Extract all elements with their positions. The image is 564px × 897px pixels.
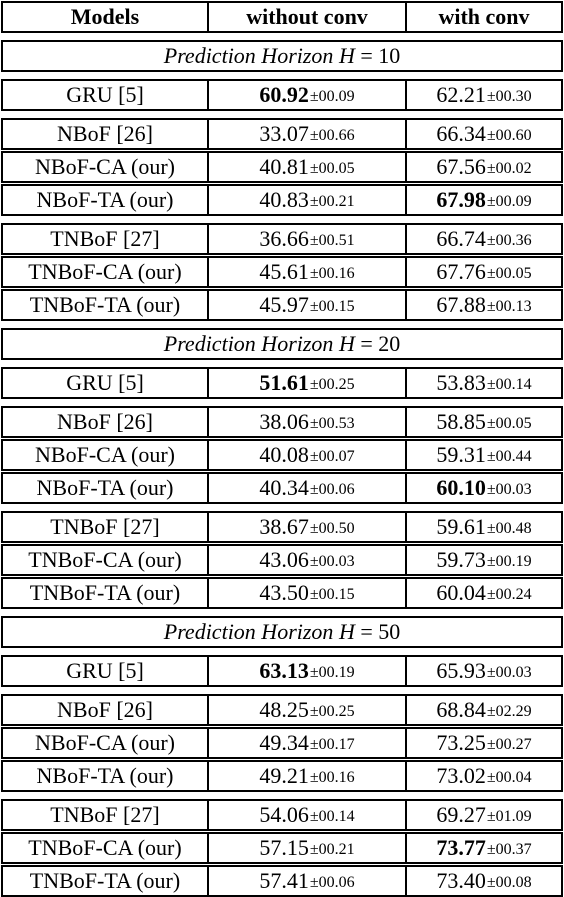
section-title-row	[1, 328, 563, 360]
table-row	[1, 694, 563, 726]
model-name: NBoF-CA (our)	[1, 439, 209, 471]
cell-with-conv	[405, 439, 563, 471]
metric-value: 54.06	[259, 802, 309, 827]
table-row	[1, 760, 563, 792]
std-dev: ±00.51	[309, 232, 355, 249]
metric-value: 57.15	[259, 835, 309, 860]
metric-value: 68.84	[436, 697, 486, 722]
cell-without-conv	[207, 223, 407, 255]
cell-without-conv	[207, 184, 407, 216]
cell-without-conv	[207, 511, 407, 543]
table-row	[1, 79, 563, 111]
cell-without-conv	[207, 655, 407, 687]
table-row	[1, 832, 563, 864]
cell-with-conv	[405, 727, 563, 759]
cell-without-conv	[207, 832, 407, 864]
cell-without-conv	[207, 472, 407, 504]
std-dev: ±00.21	[309, 193, 355, 210]
metric-value: 40.34	[259, 475, 309, 500]
cell-with-conv	[405, 367, 563, 399]
std-dev: ±00.03	[486, 481, 532, 498]
cell-with-conv	[405, 511, 563, 543]
section-title	[1, 40, 563, 72]
metric-value: 45.97	[259, 292, 309, 317]
cell-with-conv	[405, 694, 563, 726]
cell-with-conv	[405, 289, 563, 321]
horizon-variable: H	[338, 331, 355, 356]
table-row	[1, 151, 563, 183]
cell-with-conv	[405, 577, 563, 609]
metric-value: 57.41	[259, 868, 309, 893]
cell-without-conv	[207, 79, 407, 111]
metric-value: 66.74	[436, 226, 486, 251]
std-dev: ±00.27	[486, 736, 532, 753]
horizon-prefix: Prediction Horizon	[163, 331, 339, 356]
std-dev: ±00.60	[486, 127, 532, 144]
std-dev: ±00.30	[486, 88, 532, 105]
model-name: GRU [5]	[1, 367, 209, 399]
metric-value: 38.06	[259, 409, 309, 434]
metric-value: 67.88	[436, 292, 486, 317]
std-dev: ±00.02	[486, 160, 532, 177]
table-row	[1, 118, 563, 150]
std-dev: ±00.05	[309, 160, 355, 177]
model-name: NBoF [26]	[1, 694, 209, 726]
table-row	[1, 223, 563, 255]
table-row	[1, 577, 563, 609]
table-row	[1, 865, 563, 897]
cell-without-conv	[207, 439, 407, 471]
std-dev: ±00.08	[486, 874, 532, 891]
table-row	[1, 655, 563, 687]
cell-without-conv	[207, 727, 407, 759]
model-name: NBoF-CA (our)	[1, 727, 209, 759]
model-name: NBoF-TA (our)	[1, 472, 209, 504]
model-name: NBoF-CA (our)	[1, 151, 209, 183]
metric-value: 38.67	[259, 514, 309, 539]
std-dev: ±00.25	[309, 703, 355, 720]
std-dev: ±00.07	[309, 448, 355, 465]
std-dev: ±00.13	[486, 298, 532, 315]
cell-with-conv	[405, 865, 563, 897]
metric-value: 40.83	[259, 187, 309, 212]
std-dev: ±00.19	[309, 664, 355, 681]
horizon-label	[164, 43, 401, 69]
metric-value: 62.21	[436, 82, 486, 107]
std-dev: ±00.37	[486, 841, 532, 858]
std-dev: ±01.09	[486, 808, 532, 825]
cell-with-conv	[405, 79, 563, 111]
cell-without-conv	[207, 760, 407, 792]
metric-value: 40.08	[259, 442, 309, 467]
horizon-label	[164, 331, 401, 357]
table-row	[1, 472, 563, 504]
cell-without-conv	[207, 289, 407, 321]
std-dev: ±00.17	[309, 736, 355, 753]
metric-value: 59.61	[436, 514, 486, 539]
section-title-row	[1, 616, 563, 648]
cell-with-conv	[405, 151, 563, 183]
col-header-with-conv: with conv	[405, 1, 563, 33]
std-dev: ±02.29	[486, 703, 532, 720]
std-dev: ±00.03	[309, 553, 355, 570]
metric-value: 65.93	[436, 658, 486, 683]
metric-value: 36.66	[259, 226, 309, 251]
model-name: NBoF [26]	[1, 406, 209, 438]
col-header-without-conv: without conv	[207, 1, 407, 33]
model-name: TNBoF-CA (our)	[1, 832, 209, 864]
cell-with-conv	[405, 256, 563, 288]
horizon-variable: H	[338, 43, 355, 68]
model-name: TNBoF-TA (our)	[1, 865, 209, 897]
cell-without-conv	[207, 865, 407, 897]
std-dev: ±00.25	[309, 376, 355, 393]
table-row	[1, 289, 563, 321]
model-name: TNBoF [27]	[1, 511, 209, 543]
metric-value: 43.50	[259, 580, 309, 605]
table-row	[1, 184, 563, 216]
std-dev: ±00.66	[309, 127, 355, 144]
model-name: GRU [5]	[1, 655, 209, 687]
section-title	[1, 616, 563, 648]
header-row	[1, 1, 563, 33]
cell-without-conv	[207, 118, 407, 150]
table-row	[1, 511, 563, 543]
metric-value: 60.10	[436, 475, 486, 500]
table-row	[1, 367, 563, 399]
std-dev: ±00.19	[486, 553, 532, 570]
std-dev: ±00.03	[486, 664, 532, 681]
std-dev: ±00.48	[486, 520, 532, 537]
std-dev: ±00.14	[309, 808, 355, 825]
cell-with-conv	[405, 655, 563, 687]
cell-with-conv	[405, 184, 563, 216]
horizon-value: = 20	[354, 331, 401, 356]
std-dev: ±00.06	[309, 874, 355, 891]
metric-value: 40.81	[259, 154, 309, 179]
metric-value: 73.02	[436, 763, 486, 788]
cell-with-conv	[405, 544, 563, 576]
std-dev: ±00.24	[486, 586, 532, 603]
section-title-row	[1, 40, 563, 72]
metric-value: 49.34	[259, 730, 309, 755]
metric-value: 58.85	[436, 409, 486, 434]
cell-with-conv	[405, 118, 563, 150]
metric-value: 60.04	[436, 580, 486, 605]
std-dev: ±00.04	[486, 769, 532, 786]
std-dev: ±00.36	[486, 232, 532, 249]
std-dev: ±00.05	[486, 265, 532, 282]
metric-value: 69.27	[436, 802, 486, 827]
horizon-prefix: Prediction Horizon	[163, 43, 339, 68]
table-row	[1, 439, 563, 471]
horizon-variable: H	[338, 619, 355, 644]
model-name: NBoF-TA (our)	[1, 760, 209, 792]
std-dev: ±00.14	[486, 376, 532, 393]
cell-with-conv	[405, 799, 563, 831]
std-dev: ±00.09	[486, 193, 532, 210]
model-name: GRU [5]	[1, 79, 209, 111]
std-dev: ±00.53	[309, 415, 355, 432]
horizon-label	[164, 619, 401, 645]
table-row	[1, 406, 563, 438]
table-row	[1, 544, 563, 576]
metric-value: 53.83	[436, 370, 486, 395]
model-name: TNBoF-CA (our)	[1, 256, 209, 288]
cell-without-conv	[207, 694, 407, 726]
cell-with-conv	[405, 223, 563, 255]
metric-value: 67.98	[436, 187, 486, 212]
std-dev: ±00.21	[309, 841, 355, 858]
metric-value: 60.92	[259, 82, 309, 107]
model-name: NBoF [26]	[1, 118, 209, 150]
cell-without-conv	[207, 799, 407, 831]
metric-value: 63.13	[259, 658, 309, 683]
table-row	[1, 727, 563, 759]
metric-value: 48.25	[259, 697, 309, 722]
std-dev: ±00.44	[486, 448, 532, 465]
cell-with-conv	[405, 406, 563, 438]
table-row	[1, 256, 563, 288]
std-dev: ±00.05	[486, 415, 532, 432]
std-dev: ±00.06	[309, 481, 355, 498]
std-dev: ±00.16	[309, 769, 355, 786]
model-name: TNBoF-TA (our)	[1, 577, 209, 609]
std-dev: ±00.15	[309, 586, 355, 603]
std-dev: ±00.15	[309, 298, 355, 315]
metric-value: 51.61	[259, 370, 309, 395]
metric-value: 59.73	[436, 547, 486, 572]
metric-value: 67.76	[436, 259, 486, 284]
cell-without-conv	[207, 367, 407, 399]
cell-with-conv	[405, 472, 563, 504]
model-name: NBoF-TA (our)	[1, 184, 209, 216]
cell-without-conv	[207, 256, 407, 288]
metric-value: 33.07	[259, 121, 309, 146]
cell-with-conv	[405, 760, 563, 792]
cell-without-conv	[207, 151, 407, 183]
metric-value: 73.77	[436, 835, 486, 860]
metric-value: 73.25	[436, 730, 486, 755]
table-row	[1, 799, 563, 831]
horizon-value: = 50	[354, 619, 401, 644]
std-dev: ±00.09	[309, 88, 355, 105]
metric-value: 43.06	[259, 547, 309, 572]
model-name: TNBoF [27]	[1, 799, 209, 831]
metric-value: 67.56	[436, 154, 486, 179]
metric-value: 73.40	[436, 868, 486, 893]
cell-with-conv	[405, 832, 563, 864]
metric-value: 66.34	[436, 121, 486, 146]
std-dev: ±00.16	[309, 265, 355, 282]
model-name: TNBoF-CA (our)	[1, 544, 209, 576]
model-name: TNBoF-TA (our)	[1, 289, 209, 321]
horizon-prefix: Prediction Horizon	[163, 619, 339, 644]
cell-without-conv	[207, 406, 407, 438]
metric-value: 59.31	[436, 442, 486, 467]
model-name: TNBoF [27]	[1, 223, 209, 255]
std-dev: ±00.50	[309, 520, 355, 537]
horizon-value: = 10	[354, 43, 401, 68]
cell-without-conv	[207, 577, 407, 609]
section-title	[1, 328, 563, 360]
col-header-models: Models	[1, 1, 209, 33]
metric-value: 45.61	[259, 259, 309, 284]
metric-value: 49.21	[259, 763, 309, 788]
cell-without-conv	[207, 544, 407, 576]
